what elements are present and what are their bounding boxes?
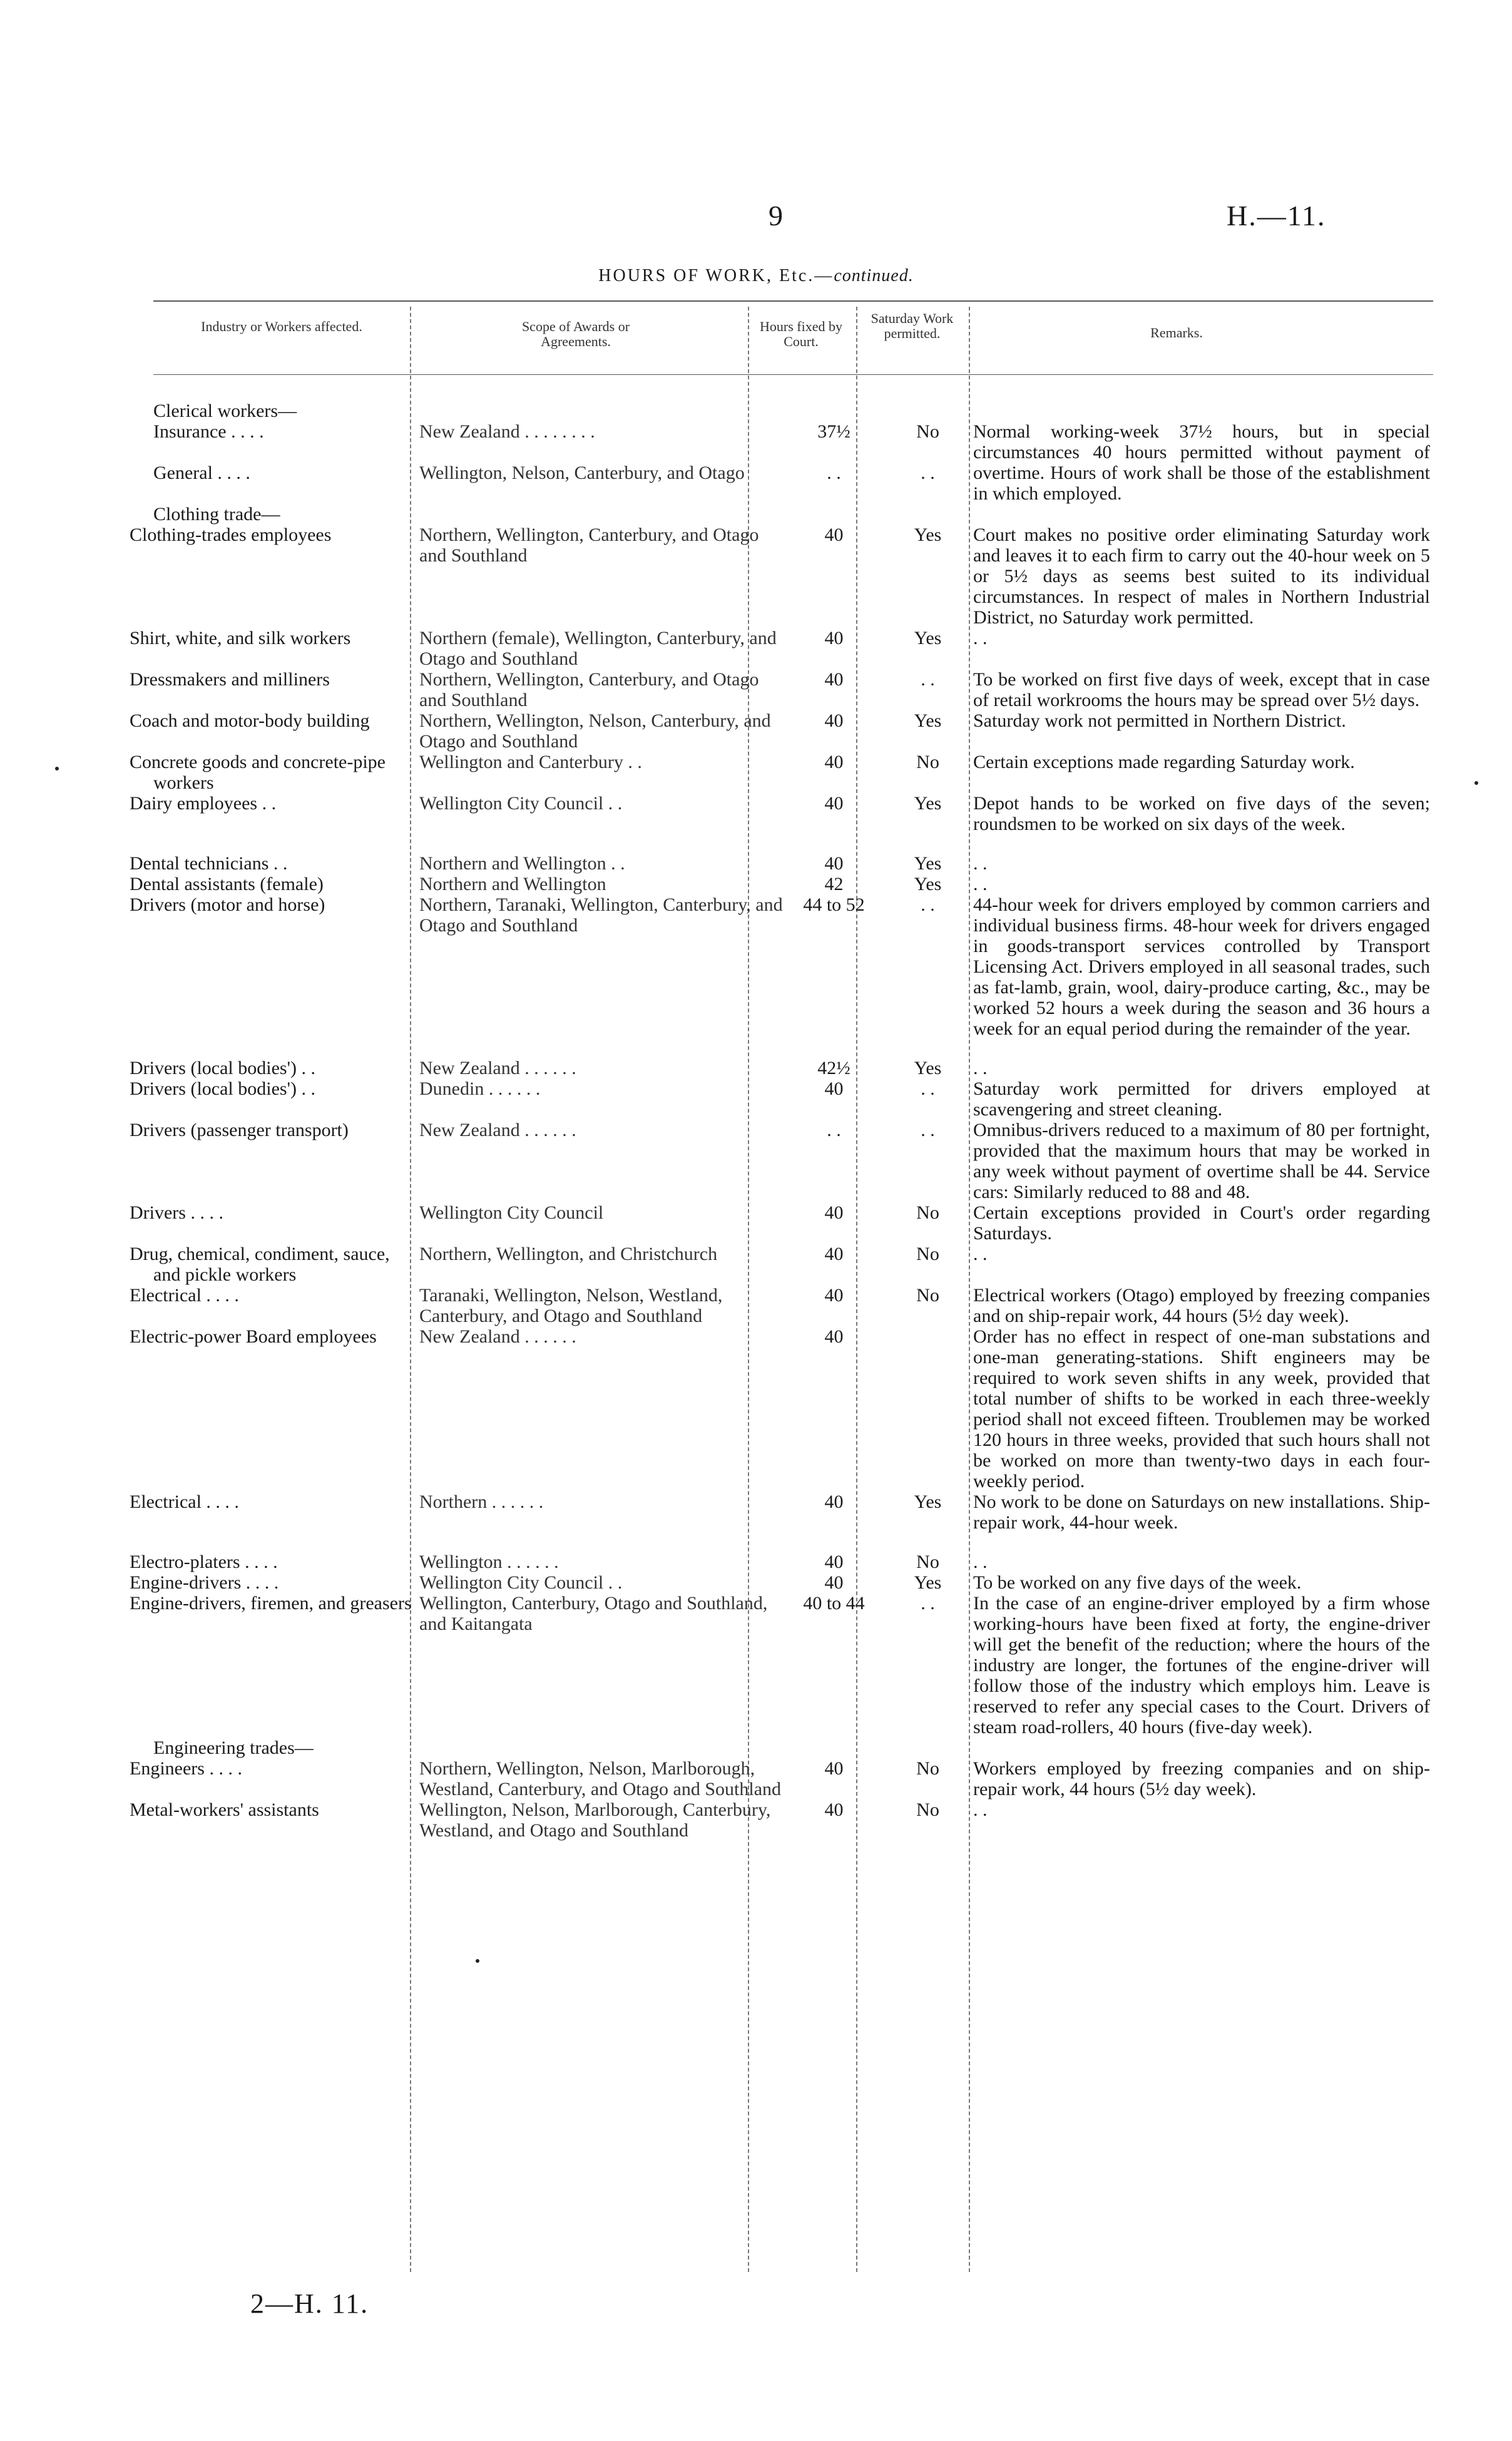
hours-cell: 40 bbox=[824, 752, 844, 772]
remarks-cell bbox=[973, 504, 1430, 525]
remarks-cell: To be worked on any five days of the week. bbox=[973, 1572, 1302, 1593]
hours-cell: 40 bbox=[824, 793, 844, 814]
table-row bbox=[153, 853, 1430, 874]
industry-cell: Dairy employees . . bbox=[130, 793, 277, 814]
hours-cell: 40 to 44 bbox=[803, 1593, 865, 1614]
hours-cell: 40 bbox=[824, 1492, 844, 1512]
hours-cell bbox=[785, 1737, 882, 1758]
saturday-cell: Yes bbox=[914, 1492, 942, 1512]
scope-cell: Northern, Wellington, Nelson, Marlborough, Westland, Canterbury, and Otago and Southland bbox=[419, 1758, 782, 1799]
industry-cell: Insurance . . . . bbox=[153, 421, 264, 442]
scope-cell: Wellington, Nelson, Marlborough, Canterbury, Westland, and Otago and Southland bbox=[419, 1799, 771, 1841]
scope-cell: Wellington and Canterbury . . bbox=[419, 752, 642, 772]
remarks-cell: . . bbox=[973, 628, 988, 648]
saturday-cell bbox=[882, 504, 973, 525]
industry-cell: Concrete goods and concrete-pipe workers bbox=[130, 752, 386, 793]
hours-cell: 37½ bbox=[817, 421, 850, 442]
saturday-cell bbox=[882, 401, 973, 421]
table-row bbox=[153, 525, 1430, 628]
hours-cell bbox=[785, 504, 882, 525]
table-row bbox=[153, 793, 1430, 834]
saturday-cell: . . bbox=[921, 1120, 935, 1140]
table-row bbox=[153, 628, 1430, 669]
industry-cell: Drug, chemical, condiment, sauce, and pickle workers bbox=[130, 1244, 390, 1285]
column-header-saturday: Saturday Work permitted. bbox=[871, 310, 954, 341]
scope-cell: Northern, Wellington, Canterbury, and Otago and Southland bbox=[419, 669, 759, 710]
remarks-cell: Depot hands to be worked on five days of the seven; roundsmen to be worked on six days of the week. bbox=[973, 793, 1430, 834]
remarks-cell: Order has no effect in respect of one-man substations and one-man generating-stations. Shift engineers may be required to work seven shifts in any week, provided that total number of shifts to be worked in each three-weekly period shall not exceed fifteen. Troublemen may be worked 120 hours in three weeks, provided that such hours shall not be worked on more than twenty-two days in each four-weekly period. bbox=[973, 1326, 1430, 1492]
scope-cell bbox=[419, 401, 785, 421]
industry-cell: Electrical . . . . bbox=[130, 1492, 239, 1512]
running-title-continued: continued. bbox=[834, 266, 914, 285]
industry-cell: Dental technicians . . bbox=[130, 853, 288, 874]
table-row bbox=[153, 1758, 1430, 1799]
scope-cell: Northern, Wellington, Nelson, Canterbury, and Otago and Southland bbox=[419, 710, 771, 752]
remarks-cell: Workers employed by freezing companies and on ship-repair work, 44 hours (5½ day week). bbox=[973, 1758, 1430, 1799]
remarks-cell: Normal working-week 37½ hours, but in special circumstances 40 hours permitted without payment of overtime. Hours of work shall be those of the establishment in which employed. bbox=[973, 421, 1430, 504]
table-row bbox=[153, 421, 1430, 463]
saturday-cell: Yes bbox=[914, 793, 942, 814]
column-header-hours: Hours fixed by Court. bbox=[760, 319, 842, 349]
saturday-cell: No bbox=[916, 1758, 939, 1779]
table-row bbox=[153, 710, 1430, 752]
table-row bbox=[153, 401, 1430, 421]
hours-cell: 42½ bbox=[817, 1058, 850, 1078]
table-row bbox=[153, 1799, 1430, 1841]
hours-cell: 40 bbox=[824, 525, 844, 545]
remarks-cell: . . bbox=[973, 1244, 988, 1264]
industry-cell: Shirt, white, and silk workers bbox=[130, 628, 351, 648]
scope-cell: Wellington City Council bbox=[419, 1202, 604, 1223]
table-row bbox=[153, 1572, 1430, 1593]
scan-speck bbox=[55, 767, 59, 770]
industry-cell: Electro-platers . . . . bbox=[130, 1552, 278, 1572]
table-row bbox=[153, 752, 1430, 793]
scope-cell: New Zealand . . . . . . . . bbox=[419, 421, 595, 442]
table-row bbox=[153, 1326, 1430, 1492]
scope-cell: Wellington, Canterbury, Otago and Southland, and Kaitangata bbox=[419, 1593, 768, 1634]
saturday-cell: Yes bbox=[914, 628, 942, 648]
hours-cell bbox=[785, 401, 882, 421]
industry-cell: Drivers . . . . bbox=[130, 1202, 223, 1223]
remarks-cell: . . bbox=[973, 1799, 988, 1820]
saturday-cell: . . bbox=[921, 1078, 935, 1099]
saturday-cell: Yes bbox=[914, 1572, 942, 1593]
hours-cell: . . bbox=[827, 463, 841, 483]
scope-cell: Northern and Wellington . . bbox=[419, 853, 625, 874]
industry-cell: Clerical workers— bbox=[153, 401, 297, 421]
hours-cell: 40 bbox=[824, 669, 844, 690]
column-header-industry: Industry or Workers affected. bbox=[201, 319, 362, 334]
scan-speck bbox=[476, 1959, 479, 1963]
scope-cell bbox=[419, 1737, 785, 1758]
row-spacer bbox=[153, 1039, 1430, 1058]
column-header-scope: Scope of Awards or Agreements. bbox=[521, 319, 630, 349]
remarks-cell: Omnibus-drivers reduced to a maximum of 80 per fortnight, provided that the maximum hours that may be worked in any week without payment of overtime shall be 44. Service cars: Similarly reduced to 88 and 48. bbox=[973, 1120, 1430, 1202]
remarks-cell: Certain exceptions provided in Court's order regarding Saturdays. bbox=[973, 1202, 1430, 1244]
table-row bbox=[153, 1078, 1430, 1120]
remarks-cell: In the case of an engine-driver employed by a firm whose working-hours have been fixed at forty, the engine-driver will get the benefit of the reduction; where the hours of the industry are longer, the fortunes of the engine-driver will follow those of the industry which employs him. Leave is reserved to refer any special cases to the Court. Drivers of steam road-rollers, 40 hours (five-day week). bbox=[973, 1593, 1430, 1737]
remarks-cell bbox=[973, 1737, 1430, 1758]
industry-cell: Drivers (local bodies') . . bbox=[130, 1078, 315, 1099]
industry-cell: Coach and motor-body building bbox=[130, 710, 370, 731]
scope-cell: Dunedin . . . . . . bbox=[419, 1078, 541, 1099]
table-row bbox=[153, 894, 1430, 1039]
table-row bbox=[153, 874, 1430, 894]
scope-cell: New Zealand . . . . . . bbox=[419, 1058, 576, 1078]
running-title-main: HOURS OF WORK, Etc.— bbox=[598, 266, 834, 285]
industry-cell: General . . . . bbox=[153, 463, 250, 483]
saturday-cell: No bbox=[916, 1552, 939, 1572]
table-row bbox=[153, 1244, 1430, 1285]
hours-cell: 40 bbox=[824, 1552, 844, 1572]
scope-cell: Northern . . . . . . bbox=[419, 1492, 544, 1512]
scope-cell: Northern, Taranaki, Wellington, Canterbury, and Otago and Southland bbox=[419, 894, 783, 936]
hours-cell: 40 bbox=[824, 1078, 844, 1099]
scope-cell: Northern, Wellington, and Christchurch bbox=[419, 1244, 718, 1264]
hours-cell: 40 bbox=[824, 1572, 844, 1593]
saturday-cell: Yes bbox=[914, 874, 942, 894]
hours-cell: 44 to 52 bbox=[803, 894, 865, 915]
saturday-cell: No bbox=[916, 1799, 939, 1820]
industry-cell: Clothing trade— bbox=[153, 504, 280, 525]
scan-speck bbox=[1474, 781, 1478, 785]
remarks-cell: Saturday work not permitted in Northern District. bbox=[973, 710, 1346, 731]
table-row bbox=[153, 1058, 1430, 1078]
hours-of-work-table bbox=[130, 401, 1430, 1841]
scope-cell: Northern, Wellington, Canterbury, and Otago and Southland bbox=[419, 525, 759, 566]
saturday-cell: Yes bbox=[914, 1058, 942, 1078]
hours-cell: 40 bbox=[824, 1202, 844, 1223]
industry-cell: Engine-drivers, firemen, and greasers bbox=[130, 1593, 412, 1614]
saturday-cell: No bbox=[916, 1244, 939, 1264]
column-header-remarks: Remarks. bbox=[1150, 325, 1203, 340]
header-bottom-rule bbox=[153, 374, 1433, 375]
scope-cell: Taranaki, Wellington, Nelson, Westland, Canterbury, and Otago and Southland bbox=[419, 1285, 723, 1326]
table-row bbox=[153, 1737, 1430, 1758]
scope-cell: Wellington City Council . . bbox=[419, 1572, 623, 1593]
header-top-rule bbox=[153, 300, 1433, 302]
scope-cell: New Zealand . . . . . . bbox=[419, 1326, 576, 1347]
table-row bbox=[153, 669, 1430, 710]
scope-cell: Wellington City Council . . bbox=[419, 793, 623, 814]
hours-cell: 40 bbox=[824, 1285, 844, 1306]
scope-cell: Wellington . . . . . . bbox=[419, 1552, 559, 1572]
scope-cell: Northern (female), Wellington, Canterbury, and Otago and Southland bbox=[419, 628, 777, 669]
saturday-cell: . . bbox=[921, 463, 935, 483]
hours-cell: 42 bbox=[824, 874, 844, 894]
remarks-cell: . . bbox=[973, 1552, 988, 1572]
hours-cell: 40 bbox=[824, 628, 844, 648]
row-spacer bbox=[153, 1533, 1430, 1552]
remarks-cell: 44-hour week for drivers employed by common carriers and individual business firms. 48-hour week for drivers engaged in goods-transport services controlled by Transport Licensing Act. Drivers employed in all seasonal trades, such as fat-lamb, grain, wool, dairy-produce carting, &c., may be worked 52 hours a week during the season and 36 hours a week for an equal period during the remainder of the year. bbox=[973, 894, 1430, 1039]
row-spacer bbox=[153, 834, 1430, 853]
industry-cell: Engineers . . . . bbox=[130, 1758, 242, 1779]
industry-cell: Drivers (local bodies') . . bbox=[130, 1058, 315, 1078]
scope-cell: New Zealand . . . . . . bbox=[419, 1120, 576, 1140]
industry-cell: Engineering trades— bbox=[153, 1737, 314, 1758]
remarks-cell: . . bbox=[973, 874, 988, 894]
table-row bbox=[153, 1593, 1430, 1737]
industry-cell: Dressmakers and milliners bbox=[130, 669, 330, 690]
table-row bbox=[153, 1492, 1430, 1533]
industry-cell: Dental assistants (female) bbox=[130, 874, 324, 894]
industry-cell: Electric-power Board employees bbox=[130, 1326, 377, 1347]
saturday-cell: Yes bbox=[914, 525, 942, 545]
saturday-cell bbox=[882, 1737, 973, 1758]
hours-cell: 40 bbox=[824, 1799, 844, 1820]
table-row bbox=[153, 504, 1430, 525]
industry-cell: Drivers (passenger transport) bbox=[130, 1120, 349, 1140]
saturday-cell: . . bbox=[921, 669, 935, 690]
remarks-cell: . . bbox=[973, 1058, 988, 1078]
scope-cell bbox=[419, 504, 785, 525]
industry-cell: Engine-drivers . . . . bbox=[130, 1572, 279, 1593]
remarks-cell: . . bbox=[973, 853, 988, 874]
scope-cell: Wellington, Nelson, Canterbury, and Otago bbox=[419, 463, 745, 483]
industry-cell: Electrical . . . . bbox=[130, 1285, 239, 1306]
remarks-cell: No work to be done on Saturdays on new installations. Ship-repair work, 44-hour week. bbox=[973, 1492, 1430, 1533]
signature-mark: 2—H. 11. bbox=[250, 2288, 369, 2319]
remarks-cell bbox=[973, 401, 1430, 421]
page-number: 9 bbox=[769, 200, 783, 232]
saturday-cell: No bbox=[916, 421, 939, 442]
saturday-cell: . . bbox=[921, 894, 935, 915]
saturday-cell: . . bbox=[921, 1593, 935, 1614]
hours-cell: . . bbox=[827, 1120, 841, 1140]
remarks-cell: Certain exceptions made regarding Saturday work. bbox=[973, 752, 1355, 772]
table-row bbox=[153, 1120, 1430, 1202]
remarks-cell: Saturday work permitted for drivers employed at scavengering and street cleaning. bbox=[973, 1078, 1430, 1120]
saturday-cell: Yes bbox=[914, 853, 942, 874]
scope-cell: Northern and Wellington bbox=[419, 874, 606, 894]
table-row bbox=[153, 1285, 1430, 1326]
remarks-cell: Court makes no positive order eliminating Saturday work and leaves it to each firm to carry out the 40-hour week on 5 or 5½ days as seems best suited to its individual circumstances. In respect of males in Northern Industrial District, no Saturday work permitted. bbox=[973, 525, 1430, 628]
industry-cell: Clothing-trades employees bbox=[130, 525, 332, 545]
table-row bbox=[153, 1202, 1430, 1244]
hours-cell: 40 bbox=[824, 710, 844, 731]
running-title bbox=[0, 266, 1512, 286]
hours-cell: 40 bbox=[824, 1244, 844, 1264]
saturday-cell: No bbox=[916, 1202, 939, 1223]
saturday-cell: No bbox=[916, 1285, 939, 1306]
industry-cell: Drivers (motor and horse) bbox=[130, 894, 325, 915]
document-reference: H.—11. bbox=[1227, 200, 1326, 232]
remarks-cell: To be worked on first five days of week, except that in case of retail workrooms the hours may be spread over 5½ days. bbox=[973, 669, 1430, 710]
hours-cell: 40 bbox=[824, 1326, 844, 1347]
saturday-cell: No bbox=[916, 752, 939, 772]
table-row bbox=[153, 1552, 1430, 1572]
industry-cell: Metal-workers' assistants bbox=[130, 1799, 319, 1820]
saturday-cell: Yes bbox=[914, 710, 942, 731]
hours-cell: 40 bbox=[824, 853, 844, 874]
saturday-cell bbox=[882, 1326, 973, 1492]
hours-cell: 40 bbox=[824, 1758, 844, 1779]
remarks-cell: Electrical workers (Otago) employed by freezing companies and on ship-repair work, 44 hours (5½ day week). bbox=[973, 1285, 1430, 1326]
